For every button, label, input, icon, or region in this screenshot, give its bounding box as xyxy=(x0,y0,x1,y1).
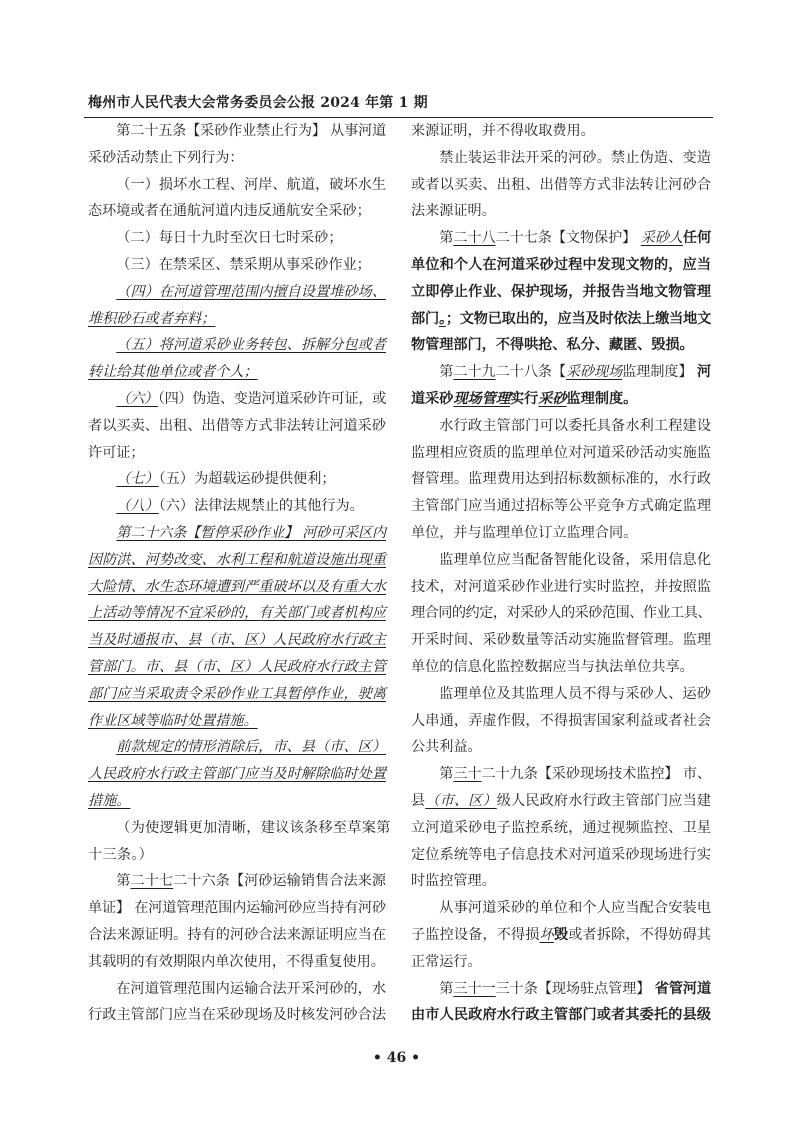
text-line xyxy=(88,332,386,359)
text-segment: 二十九条【采砂现场技术监控】 市、 xyxy=(481,766,711,783)
paragraph xyxy=(88,976,386,1030)
text-segment: 采砂活动禁止下列行为： xyxy=(88,149,244,166)
text-segment: 子监控设备，不得损 xyxy=(411,926,540,943)
text-line xyxy=(411,788,711,815)
text-segment: 第 xyxy=(439,766,454,783)
text-line xyxy=(411,413,711,440)
inserted-text: （六） xyxy=(116,390,158,407)
inserted-text: 因防洪、河势改变、水利工程和航道设施出现重 xyxy=(88,551,386,568)
text-segment: （二）每日十九时至次日七时采砂； xyxy=(116,230,343,247)
bold-text: 实行 xyxy=(509,390,539,407)
text-line xyxy=(411,949,711,976)
text-line xyxy=(88,976,386,1003)
text-line xyxy=(411,145,711,172)
text-line xyxy=(88,708,386,735)
text-line xyxy=(411,574,711,601)
paragraph xyxy=(411,547,711,681)
paragraph xyxy=(411,359,711,413)
text-line xyxy=(411,440,711,467)
inserted-text: （市、区） xyxy=(425,792,497,809)
text-segment: 立河道采砂电子监控系统，通过视频监控、卫星 xyxy=(411,819,711,836)
paragraph xyxy=(88,734,386,814)
text-line xyxy=(411,225,711,252)
bold-text: 立即停止作业、保护现场，并报告当地文物管理 xyxy=(411,283,711,300)
text-line xyxy=(88,681,386,708)
text-line xyxy=(411,172,711,199)
bold-text: 部门 xyxy=(411,310,439,327)
text-line xyxy=(411,654,711,681)
text-segment: 来源证明，并不得收取费用。 xyxy=(411,123,595,139)
bold-text: 任何 xyxy=(682,230,711,247)
text-line xyxy=(411,627,711,654)
text-segment: 督管理。监理费用达到招标数额标准的，水行政 xyxy=(411,471,711,488)
text-segment: 第 xyxy=(439,364,454,381)
text-line xyxy=(411,895,711,922)
text-segment: 法来源证明。 xyxy=(411,203,496,220)
bold-text: 单位和个人在河道采砂过程中发现文物的，应当 xyxy=(411,256,711,273)
inserted-text: 措施。 xyxy=(88,792,131,809)
text-segment: 第 xyxy=(439,980,454,997)
text-line xyxy=(88,627,386,654)
bold-inserted-text: 。 xyxy=(438,310,446,327)
bold-inserted-text: 采砂 xyxy=(538,390,567,407)
text-line xyxy=(411,306,711,333)
paragraph xyxy=(88,225,386,252)
text-line xyxy=(88,466,386,493)
inserted-text: 堆积砂石或者弃料； xyxy=(88,310,216,327)
text-line xyxy=(88,145,386,172)
underlined-text: 二十八 xyxy=(453,230,496,247)
text-segment: 行政主管部门应当在采砂现场及时核发河砂合法 xyxy=(88,1007,386,1024)
text-line xyxy=(411,600,711,627)
right-column xyxy=(411,118,711,1029)
text-segment: 或者拆除，不得妨碍其 xyxy=(568,926,712,943)
text-segment: （四）伪造、变造河道采砂许可证，或 xyxy=(157,390,386,407)
paragraph xyxy=(411,225,711,359)
text-segment: 正常运行。 xyxy=(411,953,482,970)
text-segment: 监理单位应当配备智能化设备，采用信息化 xyxy=(439,551,711,568)
bold-text: 监理制度。 xyxy=(566,390,638,407)
inserted-text: 管部门。市、县（市、区）人民政府水行政主管 xyxy=(88,658,386,675)
text-line xyxy=(88,118,386,145)
paragraph xyxy=(88,332,386,386)
text-segment: （六）法律法规禁止的其他行为。 xyxy=(158,498,364,515)
text-segment: 二十六条【河砂运输销售合法来源 xyxy=(173,873,387,890)
underlined-text: 三十 xyxy=(453,766,482,783)
inserted-text: 转让给其他单位或者个人； xyxy=(88,364,258,381)
text-segment: 定位系统等电子信息技术对河道采砂现场进行实 xyxy=(411,846,711,863)
text-line xyxy=(88,868,386,895)
text-line xyxy=(88,895,386,922)
inserted-text: 采砂现场 xyxy=(565,364,623,381)
text-line xyxy=(411,815,711,842)
note-text: （为使逻辑更加清晰，建议该条移至草案第 xyxy=(116,819,391,836)
text-line xyxy=(411,761,711,788)
note-text: 十三条。） xyxy=(88,846,154,863)
text-line xyxy=(88,922,386,949)
text-line xyxy=(411,922,711,949)
text-segment: 从事河道采砂的单位和个人应当配合安装电 xyxy=(439,900,711,917)
paragraph xyxy=(411,895,711,975)
underlined-text: 二十七 xyxy=(130,873,174,890)
inserted-text: 人民政府水行政主管部门应当及时解除临时处置 xyxy=(88,766,386,783)
text-segment: 单位的信息化监控数据应当与执法单位共享。 xyxy=(411,658,694,675)
text-line xyxy=(411,359,711,386)
text-line xyxy=(88,440,386,467)
text-line xyxy=(411,976,711,1003)
bold-text: 毁 xyxy=(553,926,569,943)
inserted-text: 前款规定的情形消除后，市、县（市、区） xyxy=(116,739,386,756)
paragraph xyxy=(88,815,391,869)
paragraph xyxy=(411,145,711,225)
text-segment: 三十条【现场驻点管理】 xyxy=(495,980,655,997)
text-segment: 开采时间、采砂数量等活动实施监督管理。监理 xyxy=(411,632,711,649)
bold-text: 由市人民政府水行政主管部门或者其委托的县级 xyxy=(411,1007,711,1024)
text-segment: 单位，并与监理单位订立监理合同。 xyxy=(411,524,638,541)
text-line xyxy=(411,118,711,145)
text-line xyxy=(88,654,386,681)
text-line xyxy=(411,332,711,359)
text-segment: 第 xyxy=(116,873,131,890)
text-line xyxy=(411,1002,711,1029)
paragraph xyxy=(88,386,386,466)
text-segment: 理合同的约定，对采砂人的采砂范围、作业工具、 xyxy=(411,605,711,622)
text-segment: 者以买卖、出租、出借等方式非法转让河道采砂 xyxy=(88,417,386,434)
paragraph xyxy=(88,520,386,734)
inserted-text: 采砂人 xyxy=(640,230,683,247)
text-segment: 监理相应资质的监理单位对河道采砂活动实施监 xyxy=(411,444,711,461)
text-line xyxy=(88,493,386,520)
text-line xyxy=(88,413,386,440)
text-segment: 公共利益。 xyxy=(411,739,482,756)
text-line xyxy=(88,306,386,333)
inserted-text: （八） xyxy=(116,498,159,515)
text-line xyxy=(411,466,711,493)
paragraph xyxy=(88,279,386,333)
text-segment: 级人民政府水行政主管部门应当建 xyxy=(496,792,712,809)
left-column xyxy=(88,118,391,1029)
text-segment: 在河道管理范围内运输合法开采河砂的，水 xyxy=(116,980,386,997)
text-segment: 二十七条【文物保护】 xyxy=(495,230,641,247)
text-segment: 监理单位及其监理人员不得与采砂人、运砂 xyxy=(439,685,711,702)
text-segment: 二十八条【 xyxy=(495,364,566,381)
text-line xyxy=(411,547,711,574)
text-line xyxy=(411,842,711,869)
paragraph xyxy=(88,118,386,172)
text-line xyxy=(411,734,711,761)
text-line xyxy=(411,493,711,520)
text-segment: 第 xyxy=(439,230,454,247)
inserted-text: 坏 xyxy=(539,926,554,943)
text-line xyxy=(88,842,386,869)
text-line xyxy=(88,386,386,413)
bold-text: 河 xyxy=(696,364,712,381)
text-line xyxy=(411,681,711,708)
text-segment: 单证】 在河道管理范围内运输河砂应当持有河砂 xyxy=(88,900,386,917)
inserted-text: （七） xyxy=(116,471,159,488)
text-segment: 技术，对河道采砂作业进行实时监控，并按照监 xyxy=(411,578,711,595)
text-line xyxy=(88,949,386,976)
text-line xyxy=(411,279,711,306)
text-line xyxy=(88,1002,386,1029)
text-line xyxy=(88,520,386,547)
paragraph xyxy=(88,466,386,493)
bold-text: 道采砂 xyxy=(411,390,454,407)
journal-header: 梅州市人民代表大会常务委员会公报 2024 年第 1 期 xyxy=(88,95,428,111)
text-segment: 许可证； xyxy=(88,444,145,461)
text-line xyxy=(411,386,711,413)
inserted-text: （四）在河道管理范围内擅自设置堆砂场、 xyxy=(116,283,386,300)
paragraph xyxy=(411,761,711,895)
text-line xyxy=(411,868,711,895)
text-line xyxy=(411,520,711,547)
text-segment: 时监控管理。 xyxy=(411,873,496,890)
text-segment: 其载明的有效期限内单次使用，不得重复使用。 xyxy=(88,953,385,970)
bold-text: ；文物已取出的，应当及时依法上缴当地文 xyxy=(445,310,712,327)
text-segment: 监理制度】 xyxy=(622,364,697,381)
paragraph xyxy=(88,172,386,226)
bold-inserted-text: 现场管理 xyxy=(453,390,510,407)
text-line xyxy=(88,225,386,252)
text-segment: 主管部门应当通过招标等公平竞争方式确定监理 xyxy=(411,498,711,515)
underlined-text: 三十一 xyxy=(453,980,496,997)
text-line xyxy=(88,734,386,761)
bold-text: 物管理部门，不得哄抢、私分、藏匿、毁损。 xyxy=(411,337,694,354)
text-line xyxy=(88,172,386,199)
page-number: • 46 • xyxy=(372,1050,421,1066)
underlined-text: 二十九 xyxy=(453,364,496,381)
paragraph xyxy=(411,976,711,1030)
text-line xyxy=(88,359,386,386)
text-segment: 水行政主管部门可以委托具备水利工程建设 xyxy=(439,417,711,434)
inserted-text: 部门应当采取责令采砂作业工具暂停作业，驶离 xyxy=(88,685,386,702)
text-segment: 第二十五条【采砂作业禁止行为】 从事河道 xyxy=(116,123,386,139)
text-line xyxy=(88,279,386,306)
text-line xyxy=(411,252,711,279)
inserted-text: 第二十六条【暂停采砂作业】 河砂可采区内 xyxy=(116,524,386,541)
paragraph xyxy=(411,681,711,761)
text-segment: 禁止装运非法开采的河砂。禁止伪造、变造 xyxy=(439,149,711,166)
paragraph xyxy=(411,118,711,145)
inserted-text: （五）将河道采砂业务转包、拆解分包或者 xyxy=(116,337,386,354)
text-line xyxy=(88,574,386,601)
text-line xyxy=(88,788,386,815)
inserted-text: 作业区域等临时处置措施。 xyxy=(88,712,258,729)
inserted-text: 上活动等情况不宜采砂的，有关部门或者机构应 xyxy=(88,605,386,622)
text-line xyxy=(411,708,711,735)
bold-text: 省管河道 xyxy=(654,980,712,997)
paragraph xyxy=(88,868,386,975)
text-segment: 县 xyxy=(411,792,426,809)
text-line xyxy=(88,761,386,788)
text-segment: （一）损坏水工程、河岸、航道，破坏水生 xyxy=(116,176,386,193)
paragraph xyxy=(88,493,386,520)
paragraph xyxy=(411,413,711,547)
text-line xyxy=(411,198,711,225)
text-segment: 人串通，弄虚作假，不得损害国家利益或者社会 xyxy=(411,712,711,729)
text-line xyxy=(88,815,391,842)
inserted-text: 大险情、水生态环境遭到严重破坏以及有重大水 xyxy=(88,578,386,595)
text-line xyxy=(88,198,386,225)
text-line xyxy=(88,600,386,627)
text-segment: 或者以买卖、出租、出借等方式非法转让河砂合 xyxy=(411,176,711,193)
text-segment: 合法来源证明。持有的河砂合法来源证明应当在 xyxy=(88,926,386,943)
inserted-text: 当及时通报市、县（市、区）人民政府水行政主 xyxy=(88,632,386,649)
text-segment: 态环境或者在通航河道内违反通航安全采砂； xyxy=(88,203,371,220)
text-segment: （三）在禁采区、禁采期从事采砂作业； xyxy=(116,256,371,273)
text-segment: （五）为超载运砂提供便利； xyxy=(158,471,336,488)
text-line xyxy=(88,252,386,279)
text-line xyxy=(88,547,386,574)
paragraph xyxy=(88,252,386,279)
